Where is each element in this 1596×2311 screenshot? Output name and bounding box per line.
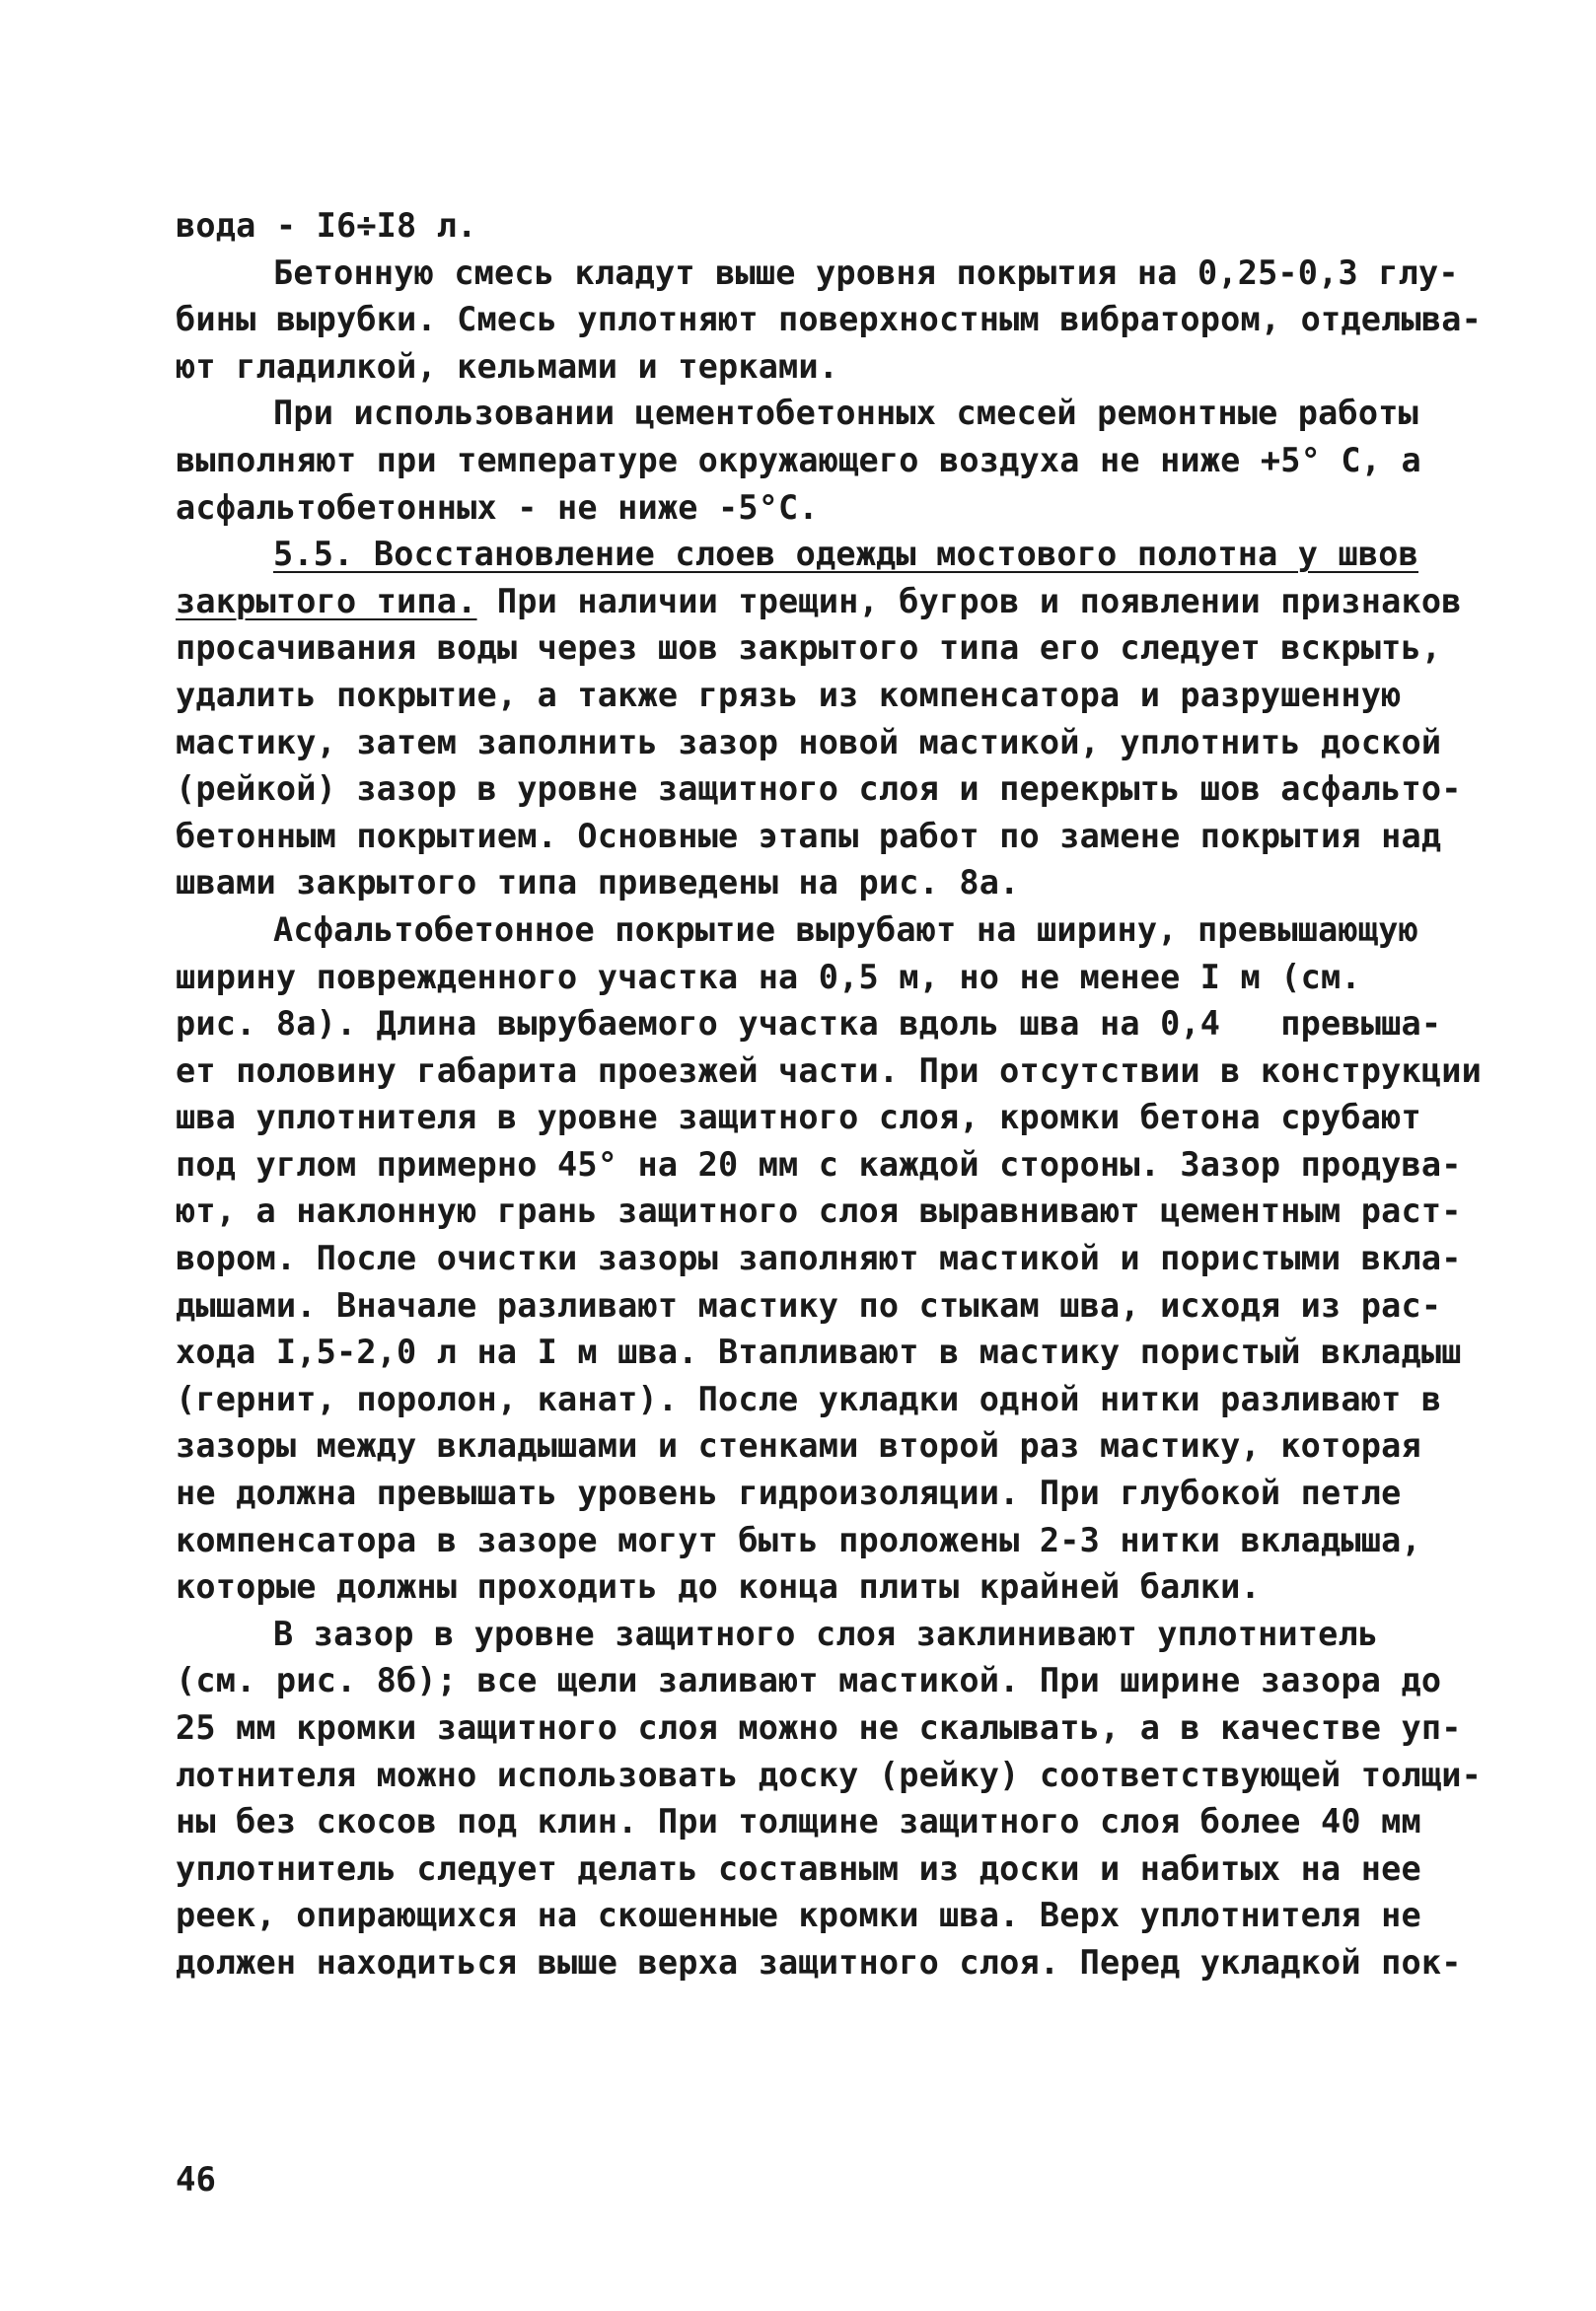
text-line xyxy=(176,906,1458,954)
line-text: (рейкой) зазор в уровне защитного слоя и перекрыть шов асфальто- xyxy=(176,769,1462,809)
line-text: вором. После очистки зазоры заполняют мастикой и пористыми вкла- xyxy=(176,1239,1462,1278)
text-line xyxy=(176,672,1458,719)
line-text: (гернит, поролон, канат). После укладки одной нитки разливают в xyxy=(176,1379,1442,1418)
text-line xyxy=(176,1517,1458,1564)
text-line xyxy=(176,1000,1458,1047)
text-line xyxy=(176,1282,1458,1330)
text-line xyxy=(176,343,1458,391)
line-text: швами закрытого типа приведены на рис. 8а. xyxy=(176,863,1020,903)
line-text: рис. 8а). Длина вырубаемого участка вдоль шва на 0,4 превыша- xyxy=(176,1004,1442,1044)
line-text: ют гладилкой, кельмами и терками. xyxy=(176,346,839,386)
line-text: бетонным покрытием. Основные этапы работ по замене покрытия над xyxy=(176,816,1442,855)
text-line xyxy=(176,1798,1458,1845)
line-text: должен находиться выше верха защитного слоя. Перед укладкой пок- xyxy=(176,1942,1462,1982)
text-line xyxy=(176,624,1458,672)
line-text: не должна превышать уровень гидроизоляции. При глубокой петле xyxy=(176,1474,1402,1513)
line-text: лотнителя можно использовать доску (рейку) соответствующей толщи- xyxy=(176,1755,1482,1794)
text-line xyxy=(176,1563,1458,1611)
line-text: вода - I6÷I8 л. xyxy=(176,206,477,245)
line-text: выполняют при температуре окружающего воздуха не ниже +5° С, а xyxy=(176,440,1421,479)
document-body xyxy=(176,202,1482,1986)
text-line xyxy=(176,1939,1462,1986)
line-text: Асфальтобетонное покрытие вырубают на ширину, превышающую xyxy=(273,909,1419,949)
text-line xyxy=(176,1047,1482,1095)
text-line xyxy=(176,954,1458,1001)
text-line xyxy=(176,578,1462,625)
line-text: При наличии трещин, бугров и появлении признаков xyxy=(476,581,1462,620)
text-line xyxy=(176,1329,1462,1376)
line-text: удалить покрытие, а также грязь из компенсатора и разрушенную xyxy=(176,675,1402,714)
text-line xyxy=(176,1235,1462,1282)
text-line xyxy=(176,1657,1458,1704)
section-heading: 5.5. Восстановление слоев одежды мостового полотна у швов xyxy=(273,535,1419,574)
line-text: асфальтобетонных - не ниже -5°С. xyxy=(176,487,819,527)
text-line xyxy=(176,1141,1462,1189)
line-text: хода I,5-2,0 л на I м шва. Втапливают в мастику пористый вкладыш xyxy=(176,1333,1462,1372)
line-text: ют, а наклонную грань защитного слоя выравнивают цементным раст- xyxy=(176,1192,1462,1231)
text-line xyxy=(176,1752,1482,1799)
line-text: Бетонную смесь кладут выше уровня покрытия на 0,25-0,3 глу- xyxy=(273,253,1459,292)
text-line xyxy=(176,1094,1458,1141)
line-text: под углом примерно 45° на 20 мм с каждой стороны. Зазор продува- xyxy=(176,1144,1462,1184)
text-line xyxy=(176,250,1458,297)
text-line xyxy=(176,1611,1458,1658)
text-line xyxy=(176,437,1458,484)
text-line xyxy=(176,296,1482,343)
text-line xyxy=(176,1892,1458,1939)
line-text: компенсатора в зазоре могут быть проложены 2-3 нитки вкладыша, xyxy=(176,1520,1421,1559)
text-line xyxy=(176,1376,1458,1423)
line-text: (см. рис. 8б); все щели заливают мастикой. При ширине зазора до xyxy=(176,1661,1442,1700)
text-line xyxy=(176,1704,1462,1752)
text-line xyxy=(176,390,1458,437)
line-text: мастику, затем заполнить зазор новой мастикой, уплотнить доской xyxy=(176,722,1442,761)
line-text: которые должны проходить до конца плиты крайней балки. xyxy=(176,1567,1261,1607)
text-line xyxy=(176,813,1458,860)
text-line xyxy=(176,1188,1462,1235)
text-line xyxy=(176,765,1462,813)
text-line xyxy=(176,1845,1458,1893)
line-text: ны без скосов под клин. При толщине защитного слоя более 40 мм xyxy=(176,1802,1421,1842)
line-text: 25 мм кромки защитного слоя можно не скалывать, а в качестве уп- xyxy=(176,1708,1462,1747)
line-text: В зазор в уровне защитного слоя заклинивают уплотнитель xyxy=(273,1614,1379,1653)
line-text: просачивания воды через шов закрытого типа его следует вскрыть, xyxy=(176,628,1442,668)
line-text: При использовании цементобетонных смесей ремонтные работы xyxy=(273,394,1419,433)
text-line xyxy=(176,202,1458,250)
text-line xyxy=(176,1422,1458,1470)
line-text: реек, опирающихся на скошенные кромки шва. Верх уплотнителя не xyxy=(176,1896,1421,1935)
underlined-heading: закрытого типа. xyxy=(176,581,477,620)
line-text: ет половину габарита проезжей части. При отсутствии в конструкции xyxy=(176,1050,1482,1090)
line-text: бины вырубки. Смесь уплотняют поверхностным вибратором, отделыва- xyxy=(176,300,1482,339)
line-text: зазоры между вкладышами и стенками второй раз мастику, которая xyxy=(176,1426,1421,1466)
text-line xyxy=(176,719,1458,766)
line-text: дышами. Вначале разливают мастику по стыкам шва, исходя из рас- xyxy=(176,1285,1442,1325)
text-line xyxy=(176,1470,1458,1517)
text-line xyxy=(176,484,1458,532)
line-text: шва уплотнителя в уровне защитного слоя, кромки бетона срубают xyxy=(176,1098,1421,1137)
text-line xyxy=(176,531,1458,578)
page-number: 46 xyxy=(176,2160,216,2200)
text-line xyxy=(176,859,1458,906)
line-text: ширину поврежденного участка на 0,5 м, но не менее I м (см. xyxy=(176,957,1361,996)
line-text: уплотнитель следует делать составным из доски и набитых на нее xyxy=(176,1848,1421,1888)
